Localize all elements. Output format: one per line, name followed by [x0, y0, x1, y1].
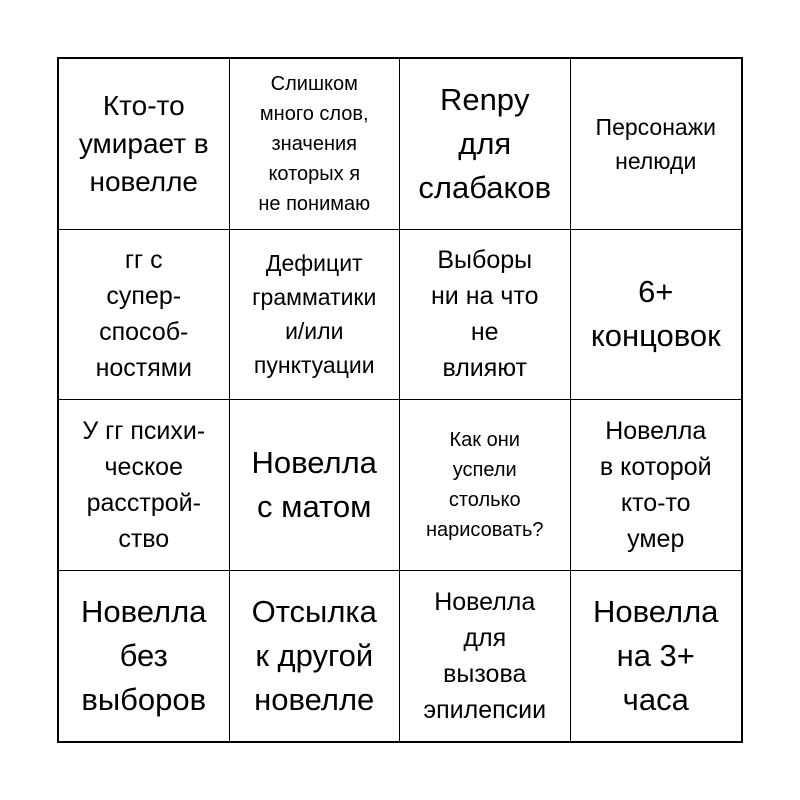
bingo-cell-r2c4[interactable]	[571, 230, 742, 401]
bingo-cell-r3c3[interactable]	[400, 400, 571, 571]
bingo-board	[57, 57, 743, 743]
cell-text: Новелла для вызова эпилепсии	[423, 587, 547, 724]
bingo-cell-r1c1[interactable]	[59, 59, 230, 230]
cell-text: Renpy для слабаков	[418, 81, 552, 205]
cell-text: Отсылка к другой новелле	[251, 593, 377, 717]
cell-text: Новелла в которой кто-то умер	[599, 416, 712, 553]
bingo-cell-r3c4[interactable]	[571, 400, 742, 571]
bingo-cell-r4c1[interactable]	[59, 571, 230, 742]
bingo-cell-r4c3[interactable]	[400, 571, 571, 742]
cell-text: Слишком много слов, значения которых я не понимаю	[258, 72, 371, 215]
bingo-cell-r1c2[interactable]	[230, 59, 401, 230]
cell-text: Кто-то умирает в новелле	[78, 89, 209, 197]
bingo-cell-r2c2[interactable]	[230, 230, 401, 401]
cell-text: Новелла на 3+ часа	[593, 593, 719, 717]
bingo-cell-r3c1[interactable]	[59, 400, 230, 571]
cell-text: Дефицит грамматики и/или пунктуации	[252, 250, 377, 379]
bingo-cell-r4c4[interactable]	[571, 571, 742, 742]
cell-text: гг с супер- способ- ностями	[95, 246, 192, 383]
bingo-cell-r1c4[interactable]	[571, 59, 742, 230]
bingo-cell-r4c2[interactable]	[230, 571, 401, 742]
cell-text: Персонажи нелюди	[595, 113, 716, 174]
cell-text: У гг психи- ческое расстрой- ство	[82, 416, 206, 553]
cell-text: Как они успели столько нарисовать?	[425, 428, 544, 541]
cell-text: 6+ концовок	[590, 274, 721, 354]
bingo-cell-r1c3[interactable]	[400, 59, 571, 230]
cell-text: Новелла без выборов	[81, 593, 207, 717]
bingo-cell-r3c2[interactable]	[230, 400, 401, 571]
cell-text: Выборы ни на что не влияют	[431, 246, 539, 383]
cell-text: Новелла с матом	[251, 444, 377, 524]
bingo-cell-r2c1[interactable]	[59, 230, 230, 401]
bingo-cell-r2c3[interactable]	[400, 230, 571, 401]
